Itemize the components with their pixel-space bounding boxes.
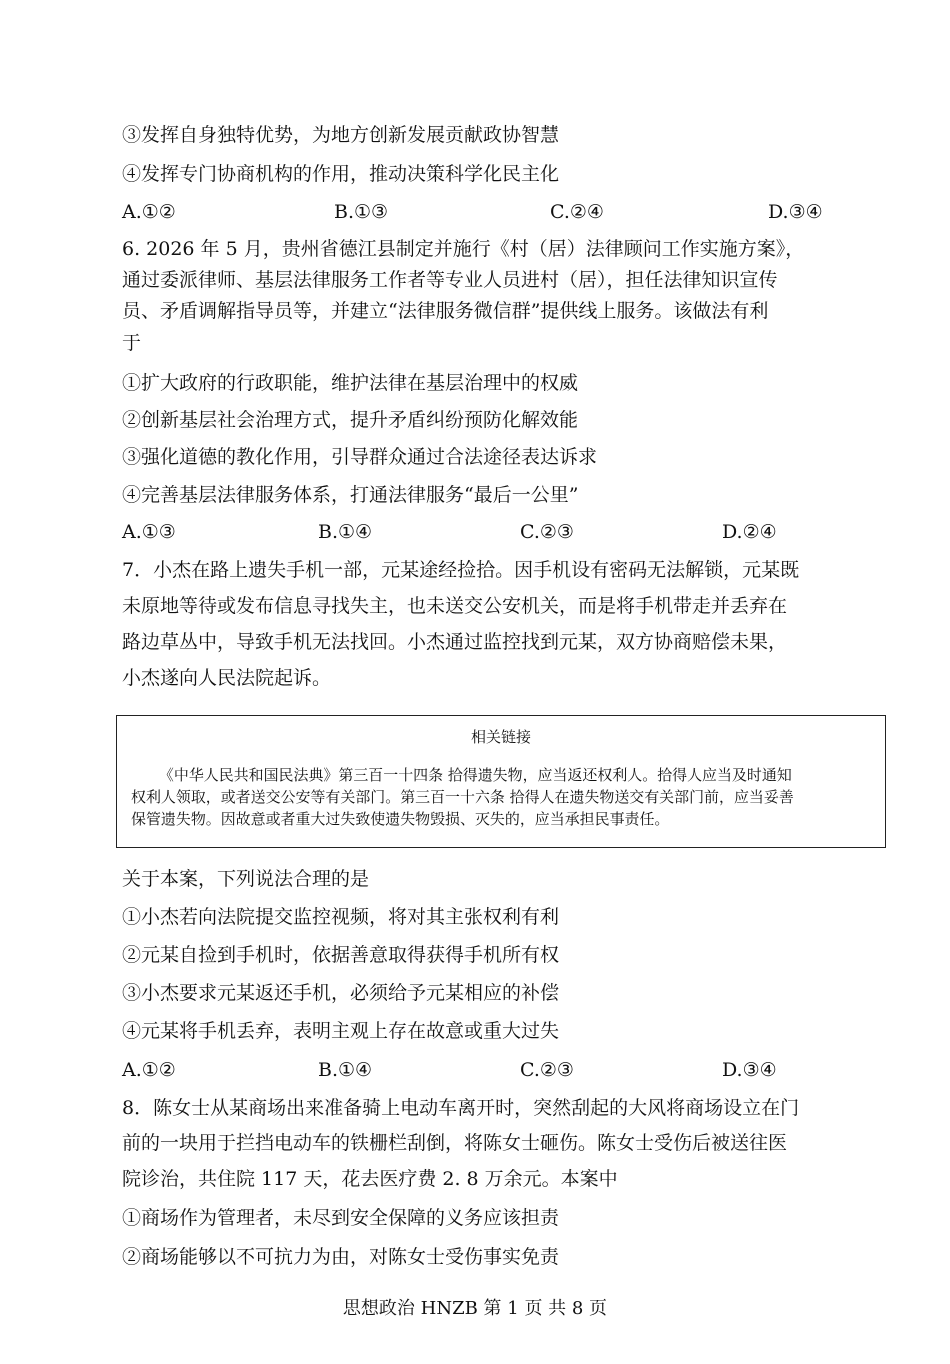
q6-option-c: C.②③: [520, 521, 574, 543]
q7-statement-3: ③小杰要求元某返还手机，必须给予元某相应的补偿: [122, 982, 560, 1004]
q8-stem-line-3: 院诊治，共住院 117 天，花去医疗费 2. 8 万余元。本案中: [122, 1168, 618, 1190]
q6-stem-line-2: 通过委派律师、基层法律服务工作者等专业人员进村（居），担任法律知识宣传: [122, 269, 778, 291]
q6-statement-3: ③强化道德的教化作用，引导群众通过合法途径表达诉求: [122, 446, 598, 468]
q6-option-d: D.②④: [722, 521, 777, 543]
q6-statement-4: ④完善基层法律服务体系，打通法律服务“最后一公里”: [122, 484, 579, 506]
related-link-text: [131, 764, 873, 830]
q8-stem-line-2: 前的一块用于拦挡电动车的铁栅栏刮倒，将陈女士砸伤。陈女士受伤后被送往医: [122, 1132, 788, 1154]
q6-statement-1: ①扩大政府的行政职能，维护法律在基层治理中的权威: [122, 372, 579, 394]
q5-option-c: C.②④: [550, 201, 604, 223]
q7-statement-4: ④元某将手机丢弃，表明主观上存在故意或重大过失: [122, 1020, 560, 1042]
q8-statement-1: ①商场作为管理者，未尽到安全保障的义务应该担责: [122, 1207, 560, 1229]
q6-option-a: A.①③: [122, 521, 176, 543]
q7-option-c: C.②③: [520, 1059, 574, 1081]
q7-option-d: D.③④: [722, 1059, 777, 1081]
q6-option-b: B.①④: [318, 521, 373, 543]
q7-option-a: A.①②: [122, 1059, 176, 1081]
related-link-title: 相关链接: [470, 728, 531, 746]
q5-statement-4: ④发挥专门协商机构的作用，推动决策科学化民主化: [122, 163, 560, 185]
q6-stem-line-4: 于: [122, 332, 142, 354]
q8-statement-2: ②商场能够以不可抗力为由，对陈女士受伤事实免责: [122, 1246, 560, 1268]
q6-stem-line-3: 员、矛盾调解指导员等，并建立“法律服务微信群”提供线上服务。该做法有利: [122, 300, 769, 322]
q5-option-a: A.①②: [122, 201, 176, 223]
related-link-box: [116, 715, 886, 848]
q5-option-b: B.①③: [334, 201, 389, 223]
q7-statement-1: ①小杰若向法院提交监控视频，将对其主张权利有利: [122, 906, 560, 928]
q7-statement-2: ②元某自捡到手机时，依据善意取得获得手机所有权: [122, 944, 560, 966]
q6-stem-line-1: 6. 2026 年 5 月，贵州省德江县制定并施行《村（居）法律顾问工作实施方案》，: [122, 238, 805, 260]
q7-stem-line-3: 路边草丛中，导致手机无法找回。小杰通过监控找到元某，双方协商赔偿未果，: [122, 631, 788, 653]
q7-option-b: B.①④: [318, 1059, 373, 1081]
q5-statement-3: ③发挥自身独特优势，为地方创新发展贡献政协智慧: [122, 124, 560, 146]
q7-stem-line-1: 7．小杰在路上遗失手机一部，元某途经捡拾。因手机设有密码无法解锁，元某既: [122, 559, 800, 581]
related-link-line: 保管遗失物。因故意或者重大过失致使遗失物毁损、灭失的，应当承担民事责任。: [131, 810, 670, 828]
q7-stem-line-4: 小杰遂向人民法院起诉。: [122, 667, 332, 689]
related-link-line: 《中华人民共和国民法典》第三百一十四条 拾得遗失物，应当返还权利人。拾得人应当及时通知: [158, 766, 792, 784]
page-footer: 思想政治 HNZB 第 1 页 共 8 页: [342, 1298, 608, 1319]
q7-question: 关于本案，下列说法合理的是: [122, 868, 370, 890]
q6-statement-2: ②创新基层社会治理方式，提升矛盾纠纷预防化解效能: [122, 409, 579, 431]
q5-option-d: D.③④: [768, 201, 823, 223]
q7-stem-line-2: 未原地等待或发布信息寻找失主，也未送交公安机关，而是将手机带走并丢弃在: [122, 595, 788, 617]
q8-stem-line-1: 8．陈女士从某商场出来准备骑上电动车离开时，突然刮起的大风将商场设立在门: [122, 1097, 800, 1119]
related-link-line: 权利人领取，或者送交公安等有关部门。第三百一十六条 拾得人在遗失物送交有关部门前，应当妥善: [131, 788, 794, 806]
